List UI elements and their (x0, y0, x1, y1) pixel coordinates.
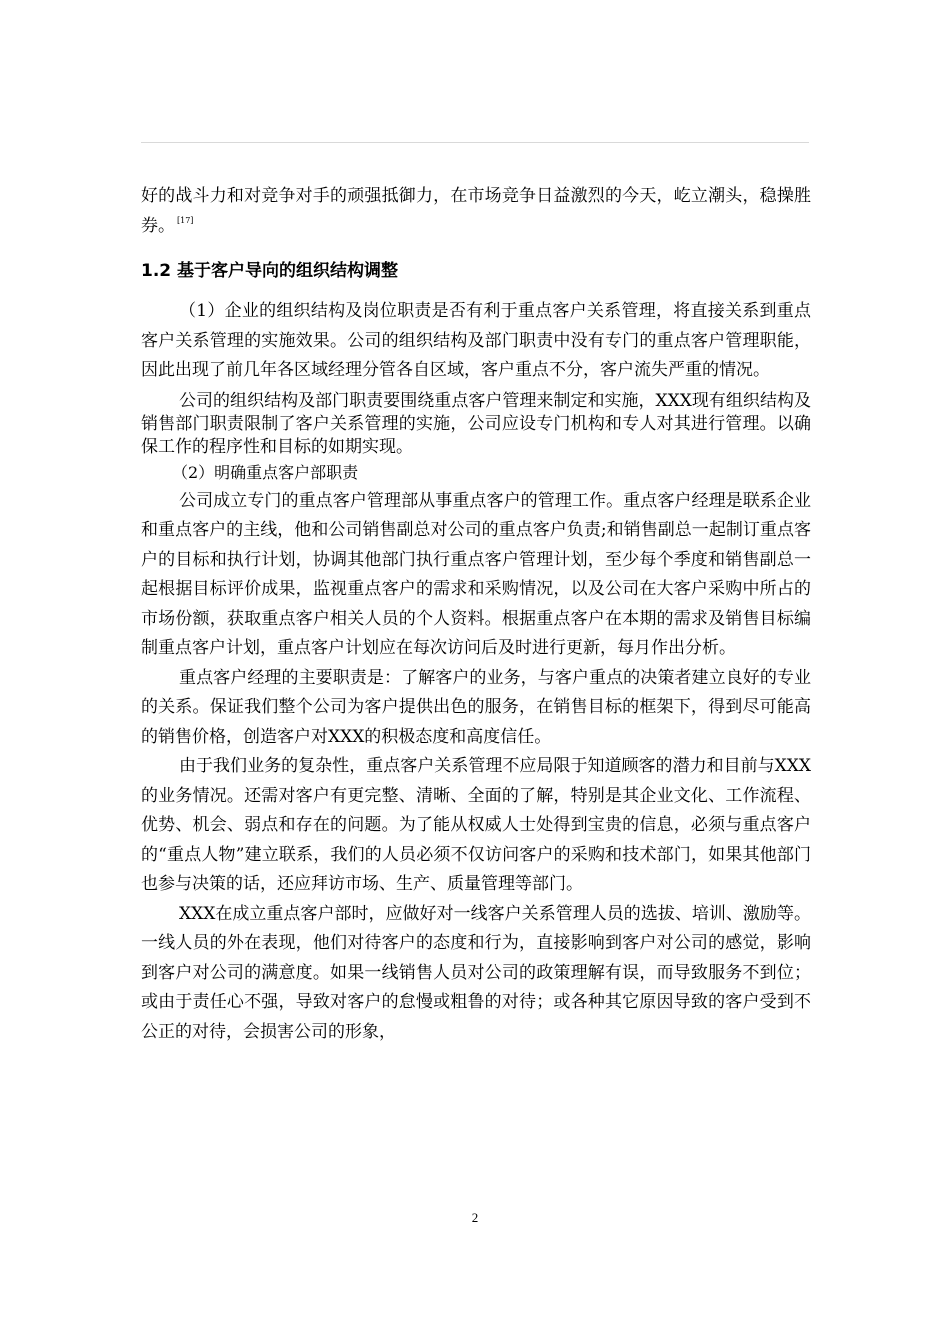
paragraph-6: XXX在成立重点客户部时，应做好对一线客户关系管理人员的选拔、培训、激励等。一线人员的外在表现，他们对待客户的态度和行为，直接影响到客户对公司的感觉，影响到客户对公司的满意度。如果一线销售人员对公司的政策理解有误，而导致服务不到位；或由于责任心不强，导致对客户的怠慢或粗鲁的对待；或各种其它原因导致的客户受到不公正的对待，会损害公司的形象， (141, 903, 811, 1042)
list-item-2: （2）明确重点客户部职责 (172, 462, 359, 482)
page-number: 2 (471, 1210, 479, 1225)
paragraph-4: 重点客户经理的主要职责是：了解客户的业务，与客户重点的决策者建立良好的专业的关系。保证我们整个公司为客户提供出色的服务，在销售目标的框架下，得到尽可能高的销售价格，创造客户对XXX的积极态度和高度信任。 (141, 667, 811, 747)
paragraph-3: 公司成立专门的重点客户管理部从事重点客户的管理工作。重点客户经理是联系企业和重点客户的主线，他和公司销售副总对公司的重点客户负责;和销售副总一起制订重点客户的目标和执行计划，协调其他部门执行重点客户管理计划，至少每个季度和销售副总一起根据目标评价成果，监视重点客户的需求和采购情况，以及公司在大客户采购中所占的市场份额，获取重点客户相关人员的个人资料。根据重点客户在本期的需求及销售目标编制重点客户计划，重点客户计划应在每次访问后及时进行更新，每月作出分析。 (141, 490, 811, 658)
paragraph-2: 公司的组织结构及部门职责要围绕重点客户管理来制定和实施，XXX现有组织结构及销售部门职责限制了客户关系管理的实施，公司应设专门机构和专人对其进行管理。以确保工作的程序性和目标的如期实现。 (141, 390, 811, 457)
continuation-paragraph (141, 182, 811, 241)
paragraph-5: 由于我们业务的复杂性，重点客户关系管理不应局限于知道顾客的潜力和目前与XXX的业务情况。还需对客户有更完整、清晰、全面的了解，特别是其企业文化、工作流程、优势、机会、弱点和存在的问题。为了能从权威人士处得到宝贵的信息，必须与重点客户的“重点人物”建立联系，我们的人员必须不仅访问客户的采购和技术部门，如果其他部门也参与决策的话，还应拜访市场、生产、质量管理等部门。 (141, 756, 811, 894)
section-heading: 1.2 基于客户导向的组织结构调整 (141, 261, 399, 281)
header-rule (141, 142, 809, 143)
body-text (141, 182, 811, 1047)
paragraph-1: （1）企业的组织结构及岗位职责是否有利于重点客户关系管理，将直接关系到重点客户关系管理的实施效果。公司的组织结构及部门职责中没有专门的重点客户管理职能，因此出现了前几年各区域经理分管各自区域，客户重点不分，客户流失严重的情况。 (141, 301, 811, 380)
continuation-text: 好的战斗力和对竞争对手的顽强抵御力，在市场竞争日益激烈的今天，屹立潮头，稳操胜券。 (141, 186, 811, 236)
citation-mark: [17] (177, 215, 194, 225)
